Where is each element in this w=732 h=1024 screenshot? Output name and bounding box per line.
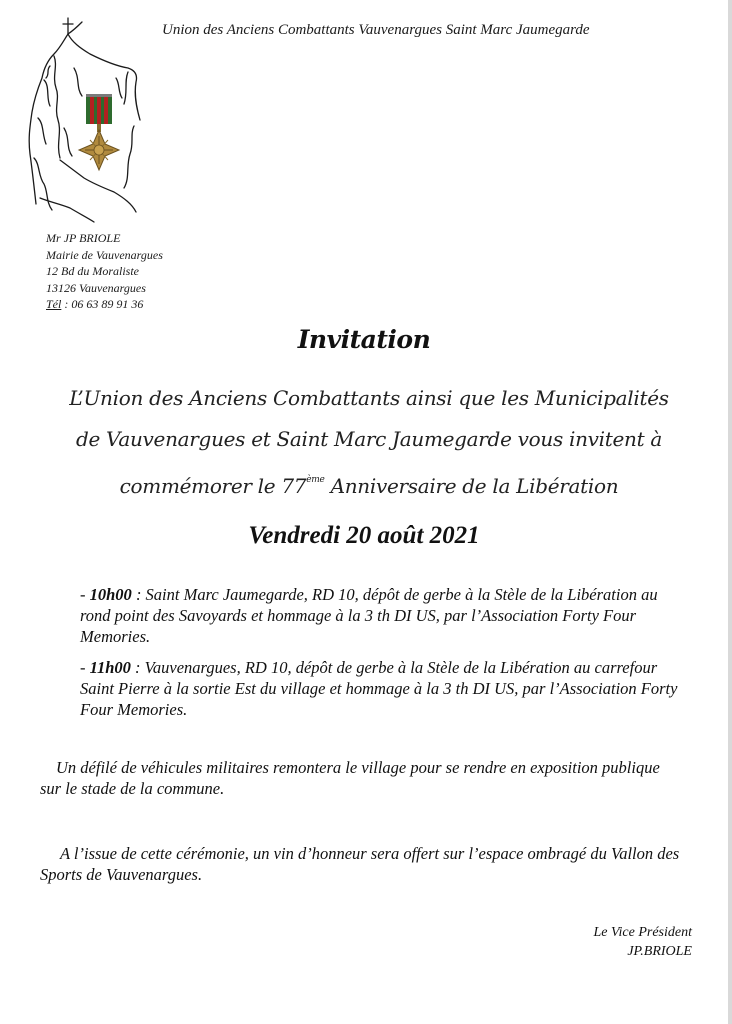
schedule-description: : Vauvenargues, RD 10, dépôt de gerbe à la Stèle de la Libération au carrefour Saint Pierre à la sortie Est du village et hommage à la 3 th DI US, par l’Association Forty Four Memories. xyxy=(80,658,678,719)
event-date: Vendredi 20 août 2021 xyxy=(248,522,480,549)
phone-number: : 06 63 89 91 36 xyxy=(61,297,144,311)
schedule-list xyxy=(80,584,688,730)
reception-paragraph: A l’issue de cette cérémonie, un vin d’honneur sera offert sur l’espace ombragé du Vallon des Sports de Vauvenargues. xyxy=(40,844,680,884)
intro-line-text: Anniversaire de la Libération xyxy=(324,474,619,498)
sender-phone xyxy=(46,296,163,313)
signature-role: Le Vice Président xyxy=(593,925,692,940)
signature-name: JP.BRIOLE xyxy=(627,944,692,959)
organization-name: Union des Anciens Combattants Vauvenargues Saint Marc Jaumegarde xyxy=(162,22,590,38)
sender-address-line: 13126 Vauvenargues xyxy=(46,280,146,295)
schedule-time: 10h00 xyxy=(89,585,132,604)
mountain-sketch xyxy=(29,18,140,222)
signature-block xyxy=(594,923,693,961)
parade-paragraph: Un défilé de véhicules militaires remontera le village pour se rendre en exposition publique sur le stade de la commune. xyxy=(40,758,660,798)
schedule-time: 11h00 xyxy=(89,658,131,677)
schedule-item xyxy=(80,584,688,647)
veterans-emblem-logo xyxy=(24,8,152,228)
intro-line xyxy=(60,460,678,507)
bullet: - xyxy=(80,585,90,604)
sender-address xyxy=(46,230,163,313)
croix-de-guerre-medal xyxy=(79,94,119,170)
phone-label: Tél xyxy=(46,297,62,311)
invitation-title: Invitation xyxy=(297,325,431,354)
invitation-intro xyxy=(60,378,678,507)
schedule-item xyxy=(80,657,688,720)
intro-line: L’Union des Anciens Combattants ainsi que les Municipalités xyxy=(69,386,669,410)
bullet: - xyxy=(80,658,90,677)
intro-line: de Vauvenargues et Saint Marc Jaumegarde vous invitent à xyxy=(75,427,663,451)
sender-address-line: 12 Bd du Moraliste xyxy=(46,264,139,278)
sender-address-line: Mairie de Vauvenargues xyxy=(46,247,163,262)
intro-line-text: commémorer le 77 xyxy=(119,474,307,498)
schedule-description: : Saint Marc Jaumegarde, RD 10, dépôt de gerbe à la Stèle de la Libération au rond point des Savoyards et hommage à la 3 th DI US, par l’Association Forty Four Memories. xyxy=(80,585,658,646)
sender-name: Mr JP BRIOLE xyxy=(46,231,121,245)
ordinal-superscript: ème xyxy=(306,475,325,485)
